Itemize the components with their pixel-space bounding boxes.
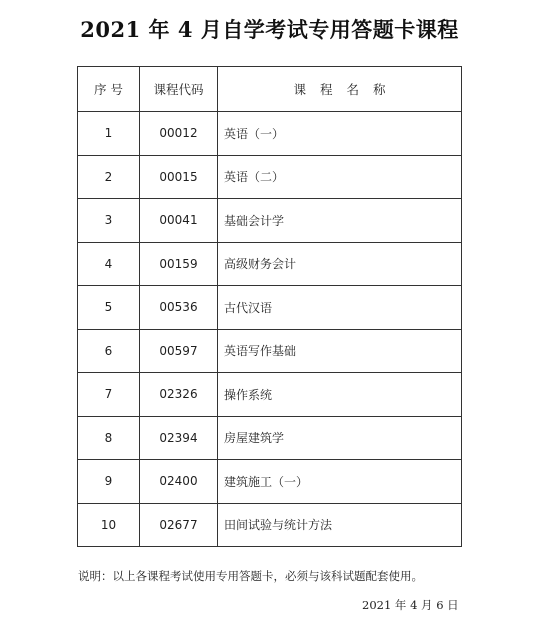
table-row [78, 373, 462, 417]
table-row [78, 286, 462, 330]
row-seq: 9 [78, 460, 140, 504]
row-seq: 1 [78, 112, 140, 156]
row-course-code: 00597 [140, 329, 218, 373]
row-course-name: 操作系统 [218, 373, 462, 417]
issue-date: 2021 年 4 月 6 日 [362, 598, 459, 612]
row-course-name: 高级财务会计 [218, 242, 462, 286]
row-course-name: 房屋建筑学 [218, 416, 462, 460]
row-course-code: 02400 [140, 460, 218, 504]
table-header-row [78, 67, 462, 112]
table-row [78, 242, 462, 286]
row-course-name: 英语（一） [218, 112, 462, 156]
row-course-name: 英语写作基础 [218, 329, 462, 373]
row-course-code: 00159 [140, 242, 218, 286]
row-seq: 5 [78, 286, 140, 330]
header-seq: 序 号 [78, 67, 140, 112]
row-course-code: 00015 [140, 155, 218, 199]
row-seq: 7 [78, 373, 140, 417]
row-course-name: 英语（二） [218, 155, 462, 199]
row-course-code: 00012 [140, 112, 218, 156]
row-course-code: 02326 [140, 373, 218, 417]
table-row [78, 199, 462, 243]
course-table [77, 66, 462, 547]
row-course-code: 00041 [140, 199, 218, 243]
row-course-name: 建筑施工（一） [218, 460, 462, 504]
row-course-name: 基础会计学 [218, 199, 462, 243]
row-course-code: 02677 [140, 503, 218, 547]
table-row [78, 329, 462, 373]
row-seq: 3 [78, 199, 140, 243]
table-row [78, 460, 462, 504]
table-row [78, 155, 462, 199]
page-title: 2021 年 4 月自学考试专用答题卡课程 [80, 17, 459, 42]
row-course-code: 00536 [140, 286, 218, 330]
row-course-code: 02394 [140, 416, 218, 460]
header-course-code: 课程代码 [140, 67, 218, 112]
table-row [78, 112, 462, 156]
row-course-name: 古代汉语 [218, 286, 462, 330]
row-seq: 6 [78, 329, 140, 373]
footnote: 说明：以上各课程考试使用专用答题卡，必须与该科试题配套使用。 [78, 569, 423, 583]
table-row [78, 416, 462, 460]
row-seq: 10 [78, 503, 140, 547]
row-seq: 4 [78, 242, 140, 286]
row-course-name: 田间试验与统计方法 [218, 503, 462, 547]
row-seq: 2 [78, 155, 140, 199]
row-seq: 8 [78, 416, 140, 460]
table-row [78, 503, 462, 547]
header-course-name: 课 程 名 称 [218, 67, 462, 112]
